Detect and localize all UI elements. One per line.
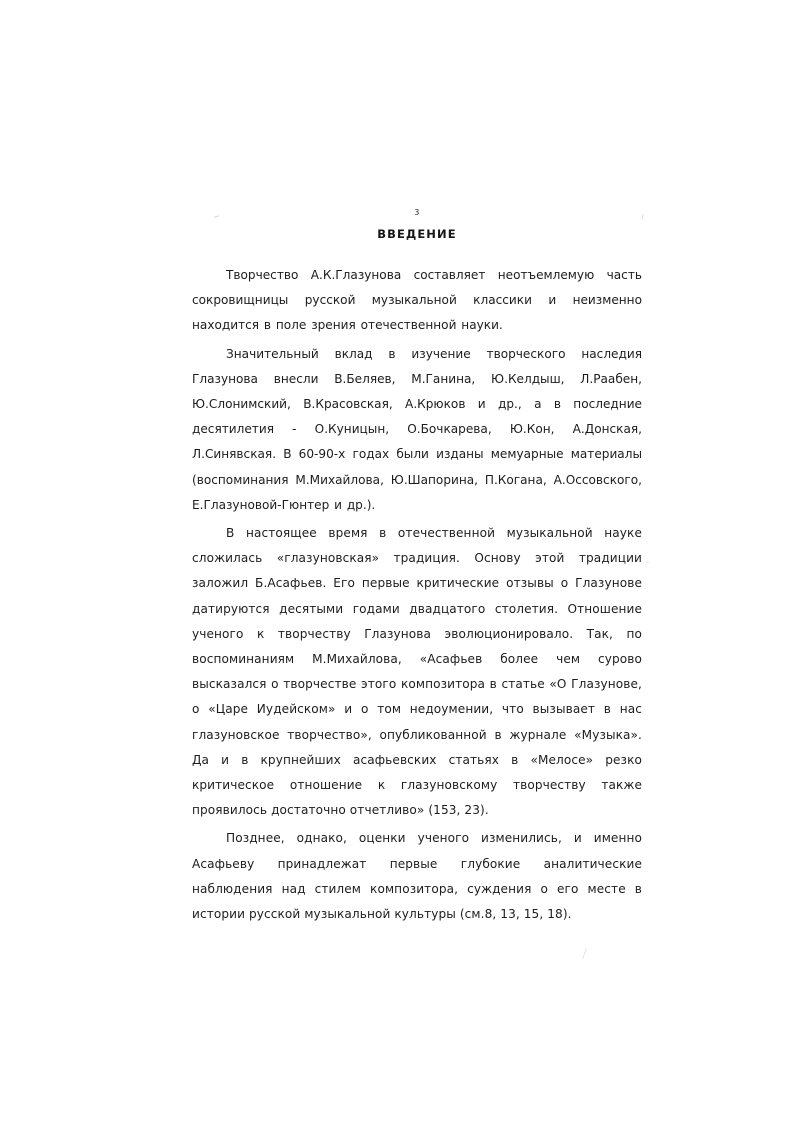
body-paragraph: Значительный вклад в изучение творческого наследия Глазунова внесли В.Беляев, М.Ганина, Ю.Келдыш, Л.Раабен, Ю.Слонимский, В.Красовская, А.Крюков и др., а в последние десятилетия - О.Куницын, О.Бочкарева, Ю.Кон, А.Донская, Л.Синявская. В 60-90-х годах были изданы мемуарные материалы (воспоминания М.Михайлова, Ю.Шапорина, П.Когана, А.Оссовского, Е.Глазуновой-Гюнтер и др.). [192, 346, 642, 512]
scan-artifact-speck [582, 948, 587, 959]
scan-artifact-speck [646, 562, 649, 563]
page-title: ВВЕДЕНИЕ [377, 227, 457, 241]
page-number: 3 [414, 208, 420, 217]
body-paragraph: Творчество А.К.Глазунова составляет неотъемлемую часть сокровищницы русской музыкальной классики и неизменно находится в поле зрения отечественной науки. [192, 268, 642, 333]
body-paragraph: В настоящее время в отечественной музыкальной науке сложилась «глазуновская» традиция. Основу этой традиции заложил Б.Асафьев. Его первые критические отзывы о Глазунове датируются десятыми годами двадцатого столетия. Отношение ученого к творчеству Глазунова эволюционировало. Так, по воспоминаниям М.Михайлова, «Асафьев более чем сурово высказался о творчестве этого композитора в статье «О Глазунове, о «Царе Иудейском» и о том недоумении, что вызывает в нас глазуновское творчество», опубликованной в журнале «Музыка». Да и в крупнейших асафьевских статьях в «Мелосе» резко критическое отношение к глазуновскому творчеству также проявилось достаточно отчетливо» (153, 23). [192, 526, 642, 818]
page-text-block [192, 208, 642, 928]
body-paragraph: Позднее, однако, оценки ученого изменились, и именно Асафьеву принадлежат первые глубокие аналитические наблюдения над стилем композитора, суждения о его месте в истории русской музыкальной культуры (см.8, 13, 15, 18). [192, 831, 642, 922]
